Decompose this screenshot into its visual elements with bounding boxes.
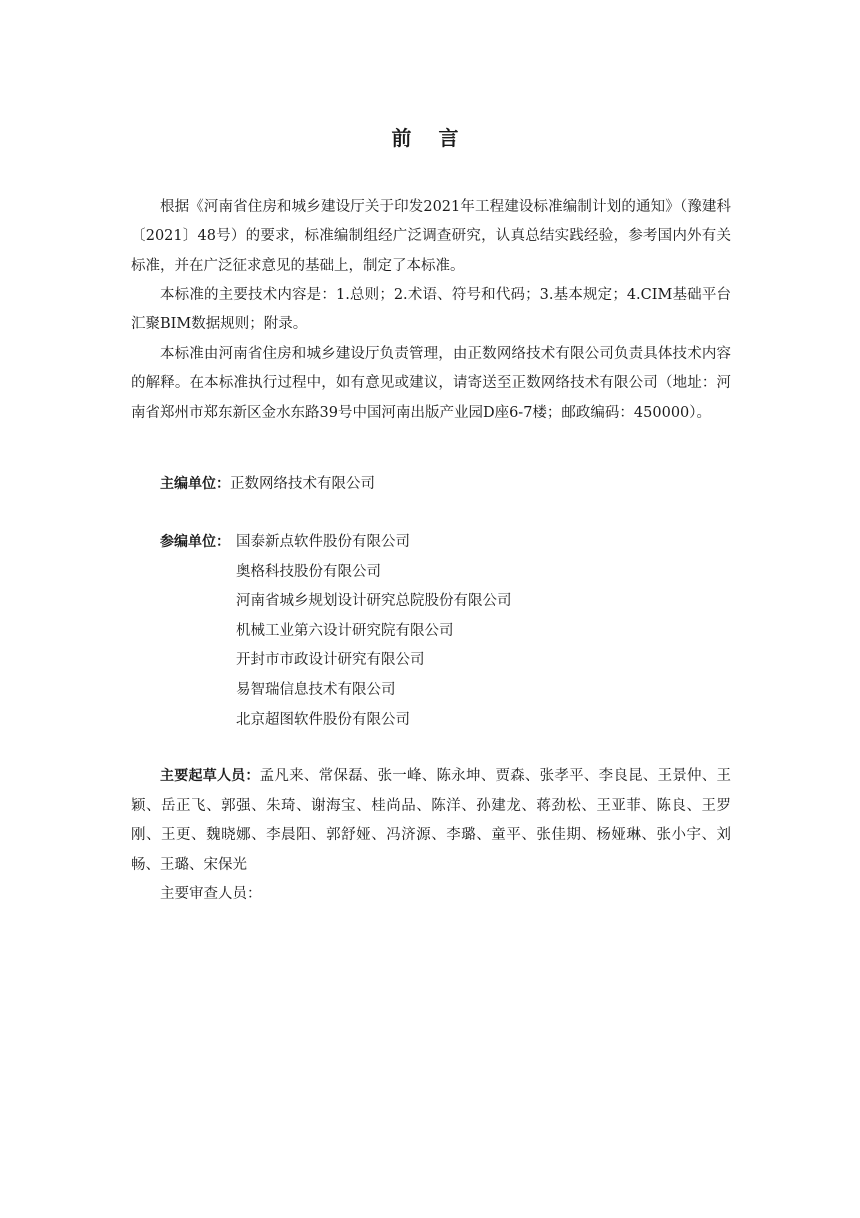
participating-unit: 国泰新点软件股份有限公司 [236, 534, 410, 550]
management-paragraph: 本标准由河南省住房和城乡建设厅负责管理，由正数网络技术有限公司负责具体技术内容的解释。在本标准执行过程中，如有意见或建议，请寄送至正数网络技术有限公司（地址：河南省郑州市郑东新区金水东路39号中国河南出版产业园D座6-7楼；邮政编码：450000）。 [131, 345, 731, 421]
participating-unit: 北京超图软件股份有限公司 [236, 711, 410, 728]
chief-unit-label: 主编单位： [160, 476, 230, 492]
participating-units-label: 参编单位： [160, 534, 230, 550]
participating-unit: 河南省城乡规划设计研究总院股份有限公司 [236, 593, 512, 610]
participating-unit: 机械工业第六设计研究院有限公司 [236, 622, 454, 639]
chief-unit-row [160, 470, 375, 500]
page-title: 前 言 [391, 126, 469, 150]
participating-unit: 开封市市政设计研究有限公司 [236, 652, 425, 669]
participating-units-list [236, 528, 512, 735]
technical-content-paragraph: 本标准的主要技术内容是：1.总则；2.术语、符号和代码；3.基本规定；4.CIM基础平台汇聚BIM数据规则；附录。 [131, 286, 731, 333]
intro-paragraph: 根据《河南省住房和城乡建设厅关于印发2021年工程建设标准编制计划的通知》（豫建科〔2021〕48号）的要求，标准编制组经广泛调查研究，认真总结实践经验，参考国内外有关标准，并在广泛征求意见的基础上，制定了本标准。 [131, 198, 731, 274]
chief-unit-value: 正数网络技术有限公司 [230, 476, 375, 492]
drafters-label: 主要起草人员： [160, 768, 260, 784]
drafters-names: 孟凡来、常保磊、张一峰、陈永坤、贾森、张孝平、李良昆、王景仲、王颖、岳正飞、郭强、朱琦、谢海宝、桂尚品、陈洋、孙建龙、蒋劲松、王亚菲、陈良、王罗刚、王更、魏晓娜、李晨阳、郭舒娅、冯济源、李璐、童平、张佳期、杨娅琳、张小宇、刘畅、王璐、宋保光 [131, 768, 732, 873]
participating-unit: 奥格科技股份有限公司 [236, 563, 381, 580]
participating-unit: 易智瑞信息技术有限公司 [236, 681, 396, 698]
drafters-section [131, 762, 731, 880]
participating-units-row [160, 528, 230, 558]
reviewers-row [160, 880, 262, 910]
reviewers-label: 主要审查人员： [160, 886, 262, 902]
